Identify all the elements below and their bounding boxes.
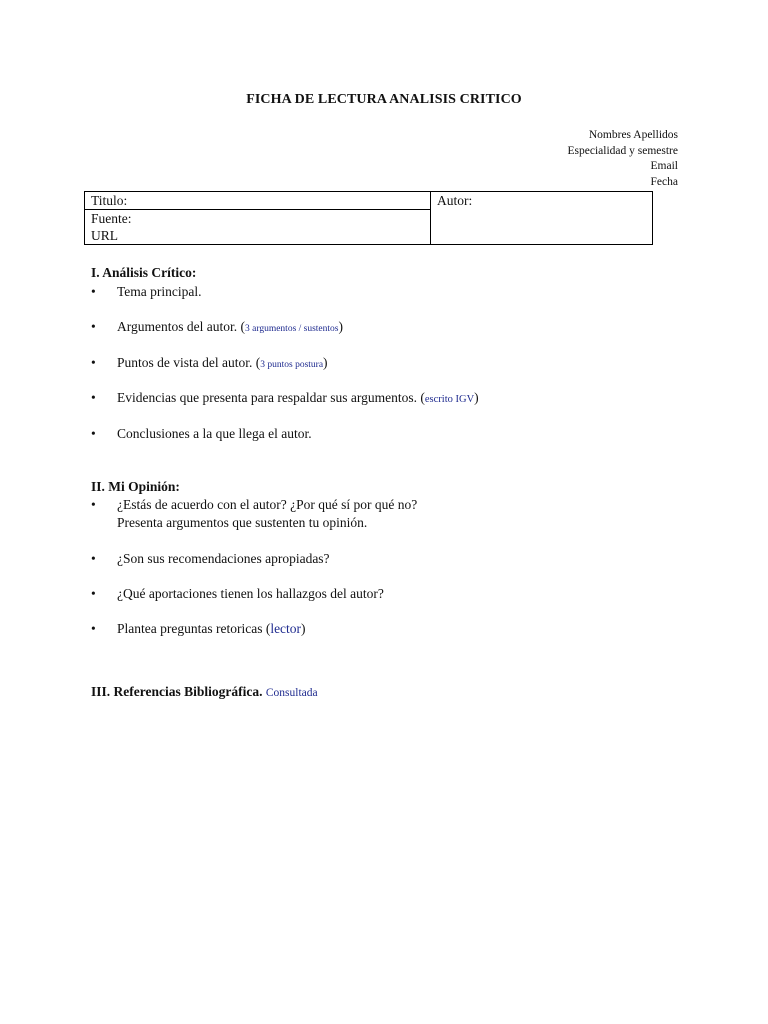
section-critical-analysis-heading: I. Análisis Crítico: [91, 265, 197, 280]
list-item-text: Plantea preguntas retoricas ( [117, 621, 271, 636]
list-item-text: ¿Estás de acuerdo con el autor? ¿Por qué sí por qué no? [117, 497, 418, 512]
bullet-icon: • [91, 390, 96, 405]
list-item-close: ) [338, 319, 343, 334]
bullet-icon: • [91, 319, 96, 334]
meta-date: Fecha [650, 176, 678, 189]
meta-email: Email [650, 160, 678, 173]
bullet-icon: • [91, 551, 96, 566]
list-item-text: ¿Son sus recomendaciones apropiadas? [117, 551, 330, 566]
bullet-icon: • [91, 426, 96, 441]
list-item-note: 3 puntos postura [260, 360, 324, 370]
author-cell: Autor: [431, 192, 653, 245]
bullet-icon: • [91, 621, 96, 636]
list-item-text: Tema principal. [117, 284, 202, 299]
reading-info-table [84, 191, 653, 245]
title-cell: Titulo: [85, 192, 431, 210]
references-heading-text: III. Referencias Bibliográfica. [91, 684, 263, 699]
list-item-note: lector [270, 621, 302, 636]
url-label: URL [91, 228, 118, 243]
document-title: FICHA DE LECTURA ANALISIS CRITICO [246, 92, 522, 107]
list-item-close: ) [323, 355, 328, 370]
bullet-icon: • [91, 586, 96, 601]
list-item-close: ) [474, 390, 479, 405]
source-cell [85, 210, 431, 245]
list-item-note: 3 argumentos / sustentos [244, 324, 339, 334]
list-item-close: ) [301, 621, 306, 636]
section-my-opinion-heading: II. Mi Opinión: [91, 479, 180, 494]
bullet-icon: • [91, 284, 96, 299]
list-item-text-line2: Presenta argumentos que sustenten tu opinión. [117, 515, 368, 530]
section-references-heading [91, 684, 318, 700]
list-item-note: escrito IGV [424, 394, 475, 405]
meta-specialty: Especialidad y semestre [567, 144, 678, 157]
list-item-text: Puntos de vista del autor. ( [117, 355, 261, 370]
meta-names: Nombres Apellidos [588, 129, 678, 141]
list-item-text: Argumentos del autor. ( [117, 319, 245, 334]
list-item-text: Evidencias que presenta para respaldar sus argumentos. ( [117, 390, 425, 405]
bullet-icon: • [91, 497, 96, 512]
source-label: Fuente: [91, 211, 132, 226]
bullet-icon: • [91, 355, 96, 370]
list-item-text: Conclusiones a la que llega el autor. [117, 426, 312, 441]
list-item-text: ¿Qué aportaciones tienen los hallazgos del autor? [117, 586, 384, 601]
references-note: Consultada [265, 687, 318, 699]
author-meta-block [568, 128, 679, 191]
